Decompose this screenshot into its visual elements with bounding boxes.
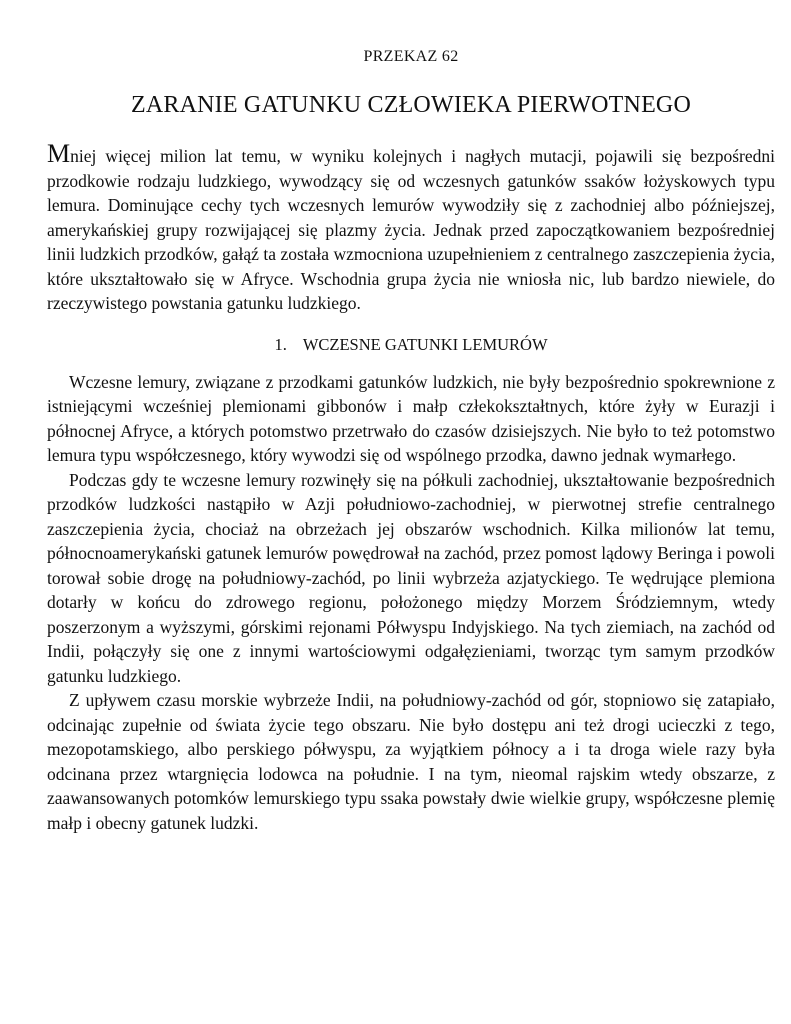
- section-title: WCZESNE GATUNKI LEMURÓW: [302, 334, 548, 354]
- section-heading: [47, 333, 775, 357]
- body-paragraph-2: Podczas gdy te wczesne lemury rozwinęły się na półkuli zachodniej, ukształtowanie bezpośrednich przodków ludzkości nastąpiło w Azji południowo-zachodniej, w pierwotnej strefie centralnego zaszczepienia życia, chociaż na obrzeżach jej obszarów wschodnich. Kilka milionów lat temu, północnoamerykański gatunek lemurów powędrował na zachód, przez pomost lądowy Beringa i powoli torował sobie drogę na południowy-zachód, po linii wybrzeża azjatyckiego. Te wędrujące plemiona dotarły w końcu do zdrowego regionu, położonego między Morzem Śródziemnym, wtedy poszerzonym a wyższymi, górskimi rejonami Półwyspu Indyjskiego. Na tych ziemiach, na zachód od Indii, połączyły się one z innymi wartościowymi odgałęzieniami, tworząc tym samym przodków gatunku ludzkiego.: [47, 469, 775, 686]
- intro-paragraph: [47, 139, 775, 316]
- body-paragraph-3: Z upływem czasu morskie wybrzeże Indii, na południowy-zachód od gór, stopniowo się zatapiało, odcinając zupełnie od świata życie tego obszaru. Nie było dostępu ani też drogi ucieczki z tego, mezopotamskiego, albo perskiego półwyspu, za wyjątkiem północy a i ta droga wiele razy była odcinana przez wtargnięcia lodowca na południe. I na tym, nieomal rajskim wtedy obszarze, z zaawansowanych potomków lemurskiego typu ssaka powstały dwie wielkie grupy, współczesne plemię małp i obecny gatunek ludzki.: [47, 690, 775, 833]
- document-kicker: PRZEKAZ 62: [363, 48, 459, 65]
- section-body: [47, 370, 775, 836]
- intro-text: niej więcej milion lat temu, w wyniku kolejnych i nagłych mutacji, pojawili się bezpośredni przodkowie rodzaju ludzkiego, wywodzący się od wczesnych gatunków ssaków łożyskowych typu lemura. Dominujące cechy tych wczesnych lemurów wywodziły się z zachodniej albo późniejszej, amerykańskiej grupy rozwijającej się plazmy życia. Jednak przed zapoczątkowaniem bezpośredniej linii ludzkich przodków, gałąź ta została wzmocniona uzupełnieniem z centralnego zaszczepienia życia, które ukształtowało się w Afryce. Wschodnia grupa życia nie wniosła nic, lub bardzo niewiele, do rzeczywistego powstania gatunku ludzkiego.: [47, 146, 775, 313]
- drop-cap: M: [47, 139, 71, 168]
- document-title: ZARANIE GATUNKU CZŁOWIEKA PIERWOTNEGO: [131, 92, 691, 118]
- section-number: 1.: [274, 334, 287, 354]
- body-paragraph-1: Wczesne lemury, związane z przodkami gatunków ludzkich, nie były bezpośrednio spokrewnione z istniejącymi wcześniej plemionami gibbonów i małp człekokształtnych, które żyły w Eurazji i północnej Afryce, a których potomstwo przetrwało do czasów dzisiejszych. Nie było to też potomstwo lemura typu współczesnego, który wywodzi się od wspólnego przodka, dawno jednak wymarłego.: [47, 371, 775, 465]
- document-page: [47, 46, 775, 835]
